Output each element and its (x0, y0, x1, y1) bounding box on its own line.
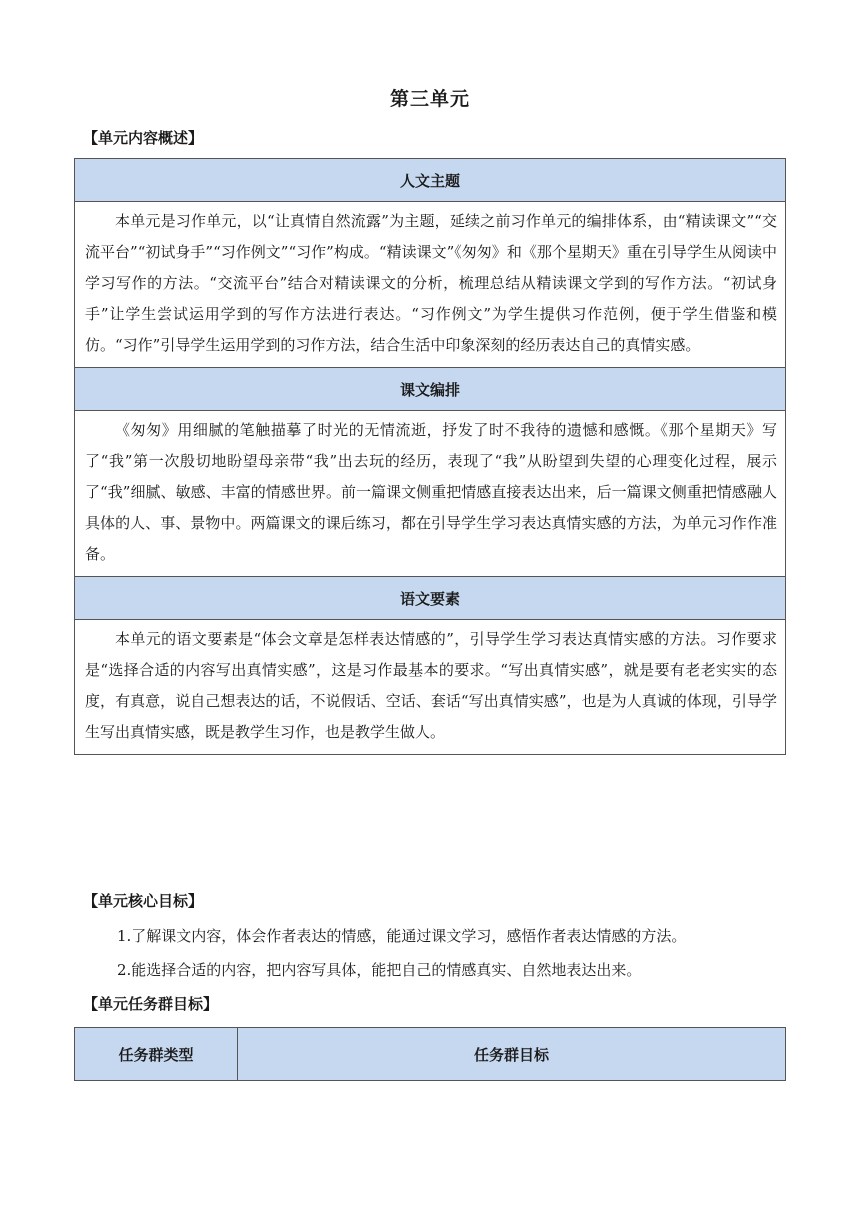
arrangement-body (75, 411, 786, 577)
page-title: 第三单元 (389, 88, 470, 110)
task-goal-header: 任务群目标 (238, 1028, 786, 1081)
overview-heading: 【单元内容概述】 (83, 129, 204, 147)
language-elements-text: 本单元的语文要素是“体会文章是怎样表达情感的”，引导学生学习表达真情实感的方法。习作要求是“选择合适的内容写出真情实感”，这是习作最基本的要求。“写出真情实感”，就是要有老老实实的态度，有真意，说自己想表达的话，不说假话、空话、套话“写出真情实感”，也是为人真诚的体现，引导学生写出真情实感，既是教学生习作，也是教学生做人。 (85, 630, 777, 741)
theme-body (75, 202, 786, 368)
theme-text: 本单元是习作单元，以“让真情自然流露”为主题，延续之前习作单元的编排体系，由“精读课文”“交流平台”“初试身手”“习作例文”“习作”构成。“精读课文”《匆匆》和《那个星期天》重在引导学生从阅读中学习写作的方法。“交流平台”结合对精读课文的分析，梳理总结从精读课文学到的写作方法。“初试身手”让学生尝试运用学到的写作方法进行表达。“习作例文”为学生提供习作范例，便于学生借鉴和模仿。“习作”引导学生运用学到的习作方法，结合生活中印象深刻的经历表达自己的真情实感。 (85, 212, 777, 354)
language-elements-body (75, 620, 786, 755)
core-goal-item: 1.了解课文内容，体会作者表达的情感，能通过课文学习，感悟作者表达情感的方法。 (117, 927, 687, 945)
arrangement-text: 《匆匆》用细腻的笔触描摹了时光的无情流逝，抒发了时不我待的遗憾和感慨。《那个星期天》写了“我”第一次殷切地盼望母亲带“我”出去玩的经历，表现了“我”从盼望到失望的心理变化过程，展示了“我”细腻、敏感、丰富的情感世界。前一篇课文侧重把情感直接表达出来，后一篇课文侧重把情感融人具体的人、事、景物中。两篇课文的课后练习，都在引导学生学习表达真情实感的方法，为单元习作作准备。 (85, 421, 777, 563)
core-goal-item: 2.能选择合适的内容，把内容写具体，能把自己的情感真实、自然地表达出来。 (117, 961, 642, 979)
task-type-header: 任务群类型 (75, 1028, 238, 1081)
task-goals-heading: 【单元任务群目标】 (83, 995, 219, 1013)
arrangement-header: 课文编排 (75, 368, 786, 411)
core-goals-heading: 【单元核心目标】 (83, 892, 204, 910)
task-group-table (74, 1027, 786, 1081)
language-elements-header: 语文要素 (75, 577, 786, 620)
overview-table (74, 158, 786, 755)
theme-header: 人文主题 (75, 159, 786, 202)
